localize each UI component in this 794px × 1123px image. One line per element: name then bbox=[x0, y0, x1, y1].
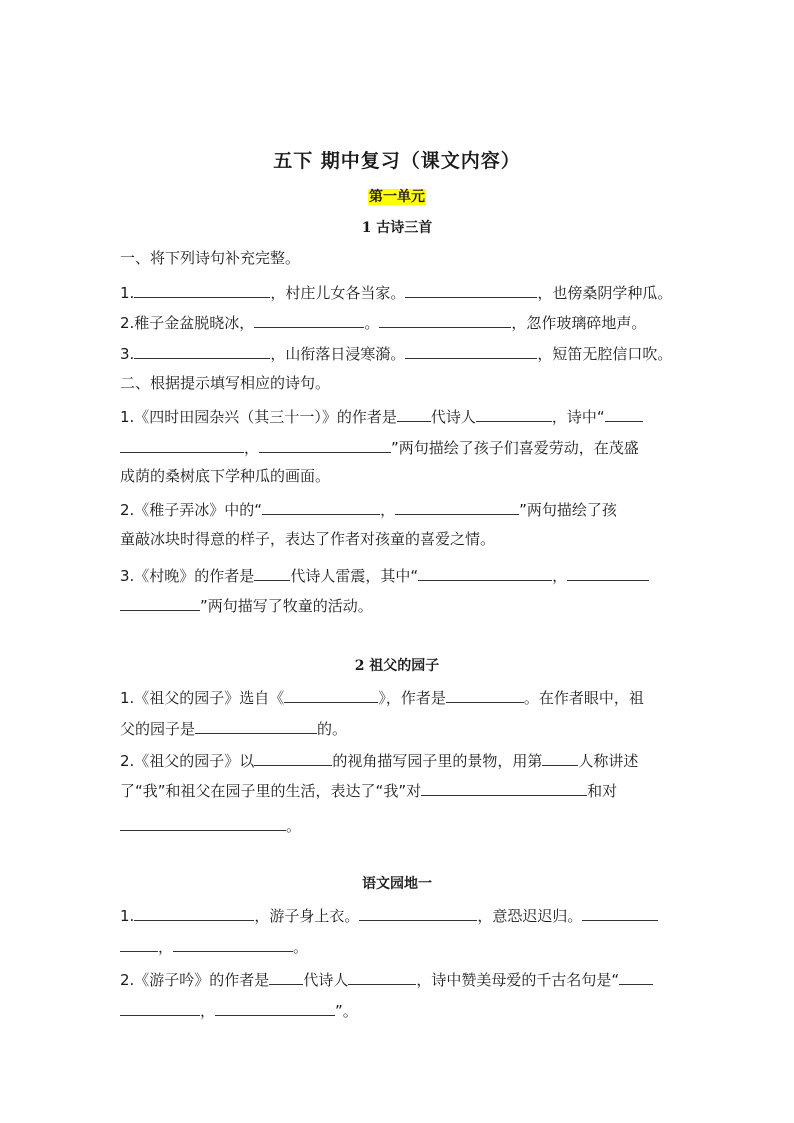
garden1-question-1: 1. ，游子身上衣。 ，意恐迟迟归。 bbox=[120, 904, 680, 926]
answer-blank[interactable] bbox=[262, 498, 380, 515]
answer-blank[interactable] bbox=[397, 405, 431, 422]
answer-blank[interactable] bbox=[120, 594, 200, 611]
part2-question-1-cont: ， ”两句描绘了孩子们喜爱劳动，在茂盛 bbox=[120, 436, 680, 458]
garden1-question-1-cont: ， 。 bbox=[120, 935, 680, 957]
part2-question-3-cont: ”两句描写了牧童的活动。 bbox=[120, 594, 680, 616]
part1-question-3: 3. ，山衔落日浸寒漪。 ，短笛无腔信口吹。 bbox=[120, 342, 680, 364]
answer-blank[interactable] bbox=[542, 749, 578, 766]
garden1-question-2: 2.《游子吟》的作者是 代诗人 ，诗中赞美母爱的千古名句是“ bbox=[120, 968, 680, 990]
part1-question-1: 1. ，村庄儿女各当家。 ，也傍桑阴学种瓜。 bbox=[120, 281, 680, 303]
answer-blank[interactable] bbox=[476, 405, 552, 422]
answer-blank[interactable] bbox=[254, 311, 364, 328]
part1-question-2: 2.稚子金盆脱晓冰， 。 ，忽作玻璃碎地声。 bbox=[120, 311, 680, 333]
answer-blank[interactable] bbox=[134, 281, 270, 298]
answer-blank[interactable] bbox=[120, 935, 158, 952]
part2-question-2-cont: 童敲冰块时得意的样子，表达了作者对孩童的喜爱之情。 bbox=[120, 530, 496, 548]
unit-label: 第一单元 bbox=[369, 189, 425, 205]
answer-blank[interactable] bbox=[215, 999, 335, 1016]
answer-blank[interactable] bbox=[418, 564, 552, 581]
answer-blank[interactable] bbox=[359, 904, 477, 921]
answer-blank[interactable] bbox=[605, 405, 643, 422]
part2-question-1-end: 成荫的桑树底下学种瓜的画面。 bbox=[120, 467, 331, 485]
answer-blank[interactable] bbox=[619, 968, 653, 985]
page-title: 五下 期中复习（课文内容） bbox=[273, 150, 521, 172]
lesson1-heading: 1 古诗三首 bbox=[361, 220, 433, 236]
answer-blank[interactable] bbox=[254, 564, 290, 581]
part2-question-3: 3.《村晚》的作者是 代诗人雷震，其中“ ， bbox=[120, 564, 680, 586]
answer-blank[interactable] bbox=[395, 498, 519, 515]
answer-blank[interactable] bbox=[134, 342, 270, 359]
answer-blank[interactable] bbox=[284, 686, 378, 703]
part2-question-1: 1.《四时田园杂兴（其三十一）》的作者是 代诗人 ，诗中“ bbox=[120, 405, 680, 427]
part2-heading: 二、根据提示填写相应的诗句。 bbox=[120, 374, 331, 392]
answer-blank[interactable] bbox=[134, 904, 254, 921]
answer-blank[interactable] bbox=[405, 281, 537, 298]
lesson2-question-1-cont: 父的园子是 的。 bbox=[120, 717, 680, 739]
answer-blank[interactable] bbox=[120, 814, 286, 831]
unit-heading bbox=[0, 186, 794, 206]
answer-blank[interactable] bbox=[173, 935, 293, 952]
answer-blank[interactable] bbox=[405, 342, 537, 359]
answer-blank[interactable] bbox=[379, 311, 511, 328]
garden1-heading: 语文园地一 bbox=[362, 876, 432, 892]
answer-blank[interactable] bbox=[254, 749, 332, 766]
part1-heading: 一、将下列诗句补充完整。 bbox=[120, 249, 301, 267]
answer-blank[interactable] bbox=[120, 436, 244, 453]
answer-blank[interactable] bbox=[259, 436, 391, 453]
lesson2-question-1: 1.《祖父的园子》选自《 》，作者是 。在作者眼中，祖 bbox=[120, 686, 680, 708]
lesson2-question-2: 2.《祖父的园子》以 的视角描写园子里的景物，用第 人称讲述 bbox=[120, 749, 680, 771]
lesson2-heading: 2 祖父的园子 bbox=[354, 658, 440, 674]
garden1-question-2-cont: ， ”。 bbox=[120, 999, 680, 1021]
answer-blank[interactable] bbox=[421, 779, 587, 796]
answer-blank[interactable] bbox=[269, 968, 303, 985]
lesson2-question-2-cont: 了“我”和祖父在园子里的生活，表达了“我”对 和对 bbox=[120, 779, 680, 801]
answer-blank[interactable] bbox=[567, 564, 649, 581]
answer-blank[interactable] bbox=[582, 904, 658, 921]
part2-question-2: 2.《稚子弄冰》中的“ ， ”两句描绘了孩 bbox=[120, 498, 680, 520]
lesson2-question-2-end: 。 bbox=[120, 814, 680, 836]
answer-blank[interactable] bbox=[195, 717, 317, 734]
answer-blank[interactable] bbox=[348, 968, 416, 985]
answer-blank[interactable] bbox=[446, 686, 524, 703]
answer-blank[interactable] bbox=[120, 999, 200, 1016]
